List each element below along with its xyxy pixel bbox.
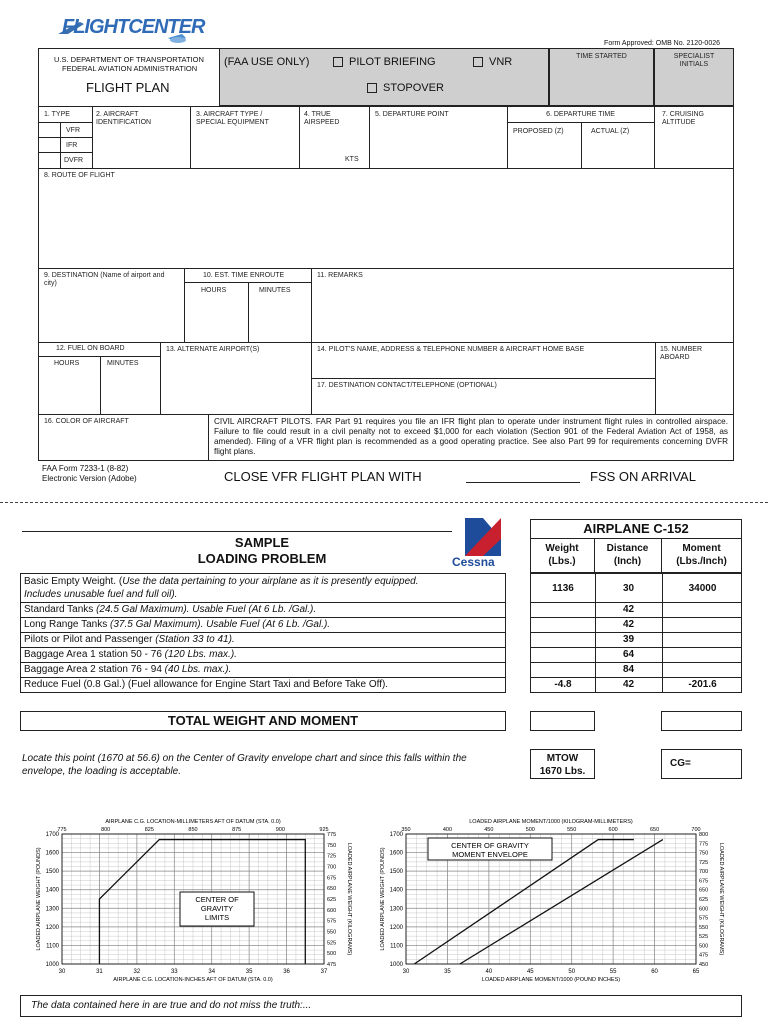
top-tick-label: 350 <box>401 827 411 833</box>
departure-point-input[interactable] <box>370 122 506 167</box>
right-tick-label: 600 <box>699 906 709 913</box>
loading-values-row: 64 <box>530 648 742 663</box>
y-tick-label: 1200 <box>389 924 403 931</box>
vnr-option[interactable]: VNR <box>473 56 512 68</box>
top-tick-label: 925 <box>319 827 329 833</box>
electronic-version: Electronic Version (Adobe) <box>42 474 137 483</box>
pilot-briefing-checkbox[interactable] <box>333 57 343 67</box>
top-tick-label: 700 <box>691 827 701 833</box>
field-departure-point-label: 5. DEPARTURE POINT <box>375 111 449 118</box>
field-color-label: 16. COLOR OF AIRCRAFT <box>44 418 129 425</box>
annotation-text: CENTER OF GRAVITY <box>451 841 529 850</box>
top-tick-label: 800 <box>101 827 111 833</box>
top-tick-label: 775 <box>57 827 67 833</box>
right-tick-label: 500 <box>699 943 709 950</box>
right-tick-label: 800 <box>699 832 709 838</box>
right-tick-label: 750 <box>327 842 337 849</box>
field-type-label: 1. TYPE <box>44 111 70 118</box>
top-tick-label: 550 <box>567 827 577 833</box>
basic-moment: 34000 <box>688 583 717 594</box>
pilot-briefing-option[interactable]: PILOT BRIEFING <box>333 56 436 68</box>
field-remarks-label: 11. REMARKS <box>317 272 363 279</box>
top-tick-label: 600 <box>608 827 618 833</box>
right-tick-label: 450 <box>699 962 709 968</box>
proposed-label: PROPOSED (Z) <box>513 128 564 135</box>
right-tick-label: 725 <box>699 859 709 866</box>
right-tick-label: 675 <box>327 875 337 882</box>
x-tick-label: 65 <box>692 969 700 975</box>
loading-values-row: 42 <box>530 618 742 633</box>
y-axis-label: LOADED AIRPLANE WEIGHT (POUNDS) <box>380 847 386 951</box>
loading-values-row: 84 <box>530 663 742 678</box>
loading-title-line2: LOADING PROBLEM <box>197 551 327 566</box>
right-tick-label: 650 <box>699 887 709 894</box>
col-distance: Distance <box>606 543 649 554</box>
right-tick-label: 675 <box>699 878 709 885</box>
dept-line1: U.S. DEPARTMENT OF TRANSPORTATION <box>54 55 204 64</box>
loading-row: Reduce Fuel (0.8 Gal.) (Fuel allowance for Engine Start Taxi and Before Take Off). <box>20 678 506 693</box>
loading-row: Baggage Area 2 station 76 - 94 (40 Lbs. max.). <box>20 663 506 678</box>
field-pilot-name-label: 14. PILOT'S NAME, ADDRESS & TELEPHONE NUMBER & AIRCRAFT HOME BASE <box>317 346 585 353</box>
x-tick-label: 34 <box>208 969 216 975</box>
specialist-initials-label: SPECIALIST INITIALS <box>673 53 715 68</box>
x-tick-label: 37 <box>320 969 328 975</box>
right-tick-label: 775 <box>327 832 337 838</box>
omb-number: Form Approved: OMB No. 2120-0026 <box>604 40 720 47</box>
field-aircraft-id-label: 2. AIRCRAFT IDENTIFICATION <box>96 111 152 126</box>
loading-title-line1: SAMPLE <box>234 535 290 550</box>
x-tick-label: 32 <box>133 969 141 975</box>
field-cruising-altitude-label: 7. CRUISING ALTITUDE <box>662 111 705 126</box>
field-destination-label: 9. DESTINATION (Name of airport and city) <box>44 272 165 287</box>
cg-limits-chart <box>30 796 360 992</box>
civil-notice: CIVIL AIRCRAFT PILOTS. FAR Part 91 requires you file an IFR flight plan to operate under instrument flight rules in controlled airspace. Failure to file could result in a civil penalty not to exceed $1,000 for each violation (Section 901 of the Federal Aviation Act of 1958, as amended). Filing of a VFR flight plan is recommended as a good operating practice. See also Part 99 for requirements concerning DVFR flight plans. <box>214 417 728 456</box>
stopover-checkbox[interactable] <box>367 83 377 93</box>
y-tick-label: 1300 <box>389 906 403 913</box>
y-tick-label: 1500 <box>45 869 59 876</box>
field-destination-contact-label: 17. DESTINATION CONTACT/TELEPHONE (OPTIONAL) <box>317 382 497 389</box>
right-tick-label: 700 <box>327 864 337 871</box>
right-tick-label: 700 <box>699 869 709 876</box>
x-tick-label: 31 <box>96 969 103 975</box>
x-tick-label: 55 <box>609 969 617 975</box>
annotation-text: MOMENT ENVELOPE <box>452 850 528 859</box>
basic-distance: 30 <box>622 583 635 594</box>
time-started-label: TIME STARTED <box>576 53 627 60</box>
loading-values-row: 42 <box>530 603 742 618</box>
aircraft-id-input[interactable] <box>93 130 189 167</box>
vnr-checkbox[interactable] <box>473 57 483 67</box>
ete-hours-label: HOURS <box>201 287 227 294</box>
right-tick-label: 575 <box>699 915 709 922</box>
x-tick-label: 50 <box>568 969 576 975</box>
x-tick-label: 35 <box>444 969 451 975</box>
page-title: FLIGHT PLAN <box>86 80 170 95</box>
top-tick-label: 875 <box>232 827 242 833</box>
close-vfr-text: CLOSE VFR FLIGHT PLAN WITH <box>224 469 422 484</box>
flightcenter-logo <box>50 12 205 46</box>
cessna-logo-icon <box>455 515 510 560</box>
x-tick-label: 36 <box>283 969 290 975</box>
x-tick-label: 60 <box>651 969 658 975</box>
annotation-text: GRAVITY <box>200 904 234 913</box>
type-ifr[interactable]: IFR <box>66 142 78 149</box>
right-tick-label: 750 <box>699 850 709 857</box>
kts-label: KTS <box>345 156 359 163</box>
cg-moment-chart-svg <box>372 796 732 992</box>
field-departure-time-label: 6. DEPARTURE TIME <box>546 111 615 118</box>
right-tick-label: 475 <box>699 952 709 959</box>
y-tick-label: 1600 <box>45 850 59 857</box>
loading-row: Pilots or Pilot and Passenger (Station 33 to 41). <box>20 633 506 648</box>
y-tick-label: 1600 <box>389 850 403 857</box>
top-tick-label: 400 <box>442 827 453 833</box>
footer-note: The data contained here in are true and do not miss the truth:... <box>31 1000 312 1011</box>
right-tick-label: 525 <box>699 934 709 941</box>
loading-row: Standard Tanks (24.5 Gal Maximum). Usable Fuel (At 6 Lb. /Gal.). <box>20 603 506 618</box>
top-tick-label: 500 <box>525 827 535 833</box>
right-tick-label: 500 <box>327 951 337 958</box>
y-tick-label: 1300 <box>45 906 59 913</box>
ete-minutes-label: MINUTES <box>259 287 291 294</box>
basic-weight: 1136 <box>552 583 574 594</box>
y-axis-label-right: LOADED AIRPLANE WEIGHT (KILOGRAMS) <box>346 842 352 956</box>
total-moment-input[interactable] <box>661 711 742 731</box>
locate-instructions: Locate this point (1670 at 56.6) on the Center of Gravity envelope chart and since this falls within the envelope, the loading is acceptable. <box>22 753 467 777</box>
loading-row: Long Range Tanks (37.5 Gal Maximum). Usable Fuel (At 6 Lb. /Gal.). <box>20 618 506 633</box>
route-of-flight-input[interactable] <box>40 182 732 267</box>
loading-row: Baggage Area 1 station 50 - 76 (120 Lbs. max.). <box>20 648 506 663</box>
right-tick-label: 650 <box>327 886 337 893</box>
chart-title: LOADED AIRPLANE MOMENT/1000 (KILOGRAM-MILLIMETERS) <box>469 819 633 825</box>
x-tick-label: 40 <box>485 969 493 975</box>
field-alternate-label: 13. ALTERNATE AIRPORT(S) <box>166 346 260 353</box>
field-route-label: 8. ROUTE OF FLIGHT <box>44 172 115 179</box>
loading-values-basic-empty <box>530 573 742 603</box>
x-axis-label: AIRPLANE C.G. LOCATION-INCHES AFT OF DATUM (STA. 0.0) <box>113 977 273 983</box>
loading-values-row: -4.8 42 -201.6 <box>530 678 742 693</box>
right-tick-label: 525 <box>327 940 337 947</box>
actual-label: ACTUAL (Z) <box>591 128 630 135</box>
type-dvfr[interactable]: DVFR <box>64 157 84 164</box>
x-tick-label: 33 <box>170 969 178 975</box>
top-tick-label: 900 <box>275 827 285 833</box>
faa-use-only: (FAA USE ONLY) <box>224 56 310 68</box>
field-fuel-label: 12. FUEL ON BOARD <box>56 345 125 352</box>
y-tick-label: 1100 <box>390 943 403 950</box>
total-weight-input[interactable] <box>530 711 595 731</box>
right-tick-label: 550 <box>327 929 337 936</box>
cessna-logo <box>452 515 510 570</box>
right-tick-label: 575 <box>327 918 337 925</box>
mtow-box: MTOW 1670 Lbs. <box>530 749 595 779</box>
y-tick-label: 1400 <box>45 887 59 894</box>
y-tick-label: 1500 <box>389 869 403 876</box>
footer-note-box <box>20 995 742 1017</box>
field-ete-label: 10. EST. TIME ENROUTE <box>203 272 285 279</box>
fuel-hours-label: HOURS <box>54 360 80 367</box>
x-tick-label: 30 <box>402 969 410 975</box>
total-weight-moment: TOTAL WEIGHT AND MOMENT <box>20 711 506 731</box>
right-tick-label: 625 <box>327 897 337 903</box>
cg-moment-envelope-chart <box>372 796 732 992</box>
right-tick-label: 775 <box>699 841 709 848</box>
remarks-input[interactable] <box>312 282 732 340</box>
x-tick-label: 35 <box>245 969 253 975</box>
cg-box[interactable]: CG= <box>661 749 742 779</box>
stopover-option[interactable]: STOPOVER <box>367 82 444 94</box>
fuel-minutes-label: MINUTES <box>107 360 139 367</box>
x-tick-label: 45 <box>526 969 534 975</box>
dept-line2: FEDERAL AVIATION ADMINISTRATION <box>62 64 198 73</box>
x-axis-label: LOADED AIRPLANE MOMENT/1000 (POUND INCHES) <box>481 977 621 983</box>
col-moment: Moment <box>682 543 721 554</box>
annotation-text: LIMITS <box>204 913 230 922</box>
chart-title: AIRPLANE C.G. LOCATION-MILLIMETERS AFT OF DATUM (STA. 0.0) <box>105 819 281 825</box>
top-tick-label: 850 <box>188 827 198 833</box>
y-tick-label: 1000 <box>45 962 59 968</box>
y-tick-label: 1700 <box>389 832 403 838</box>
cessna-wordmark: Cessna <box>452 555 495 569</box>
loading-values-row: 39 <box>530 633 742 648</box>
right-tick-label: 475 <box>327 962 337 968</box>
form-number: FAA Form 7233-1 (8-82) <box>42 464 129 473</box>
field-number-aboard-label: 15. NUMBER ABOARD <box>660 346 703 361</box>
right-tick-label: 625 <box>699 897 709 903</box>
logo-text: FLIGHTCENTER <box>62 16 205 38</box>
y-tick-label: 1700 <box>45 832 59 838</box>
fss-on-arrival: FSS ON ARRIVAL <box>590 469 696 484</box>
col-weight-unit: (Lbs.) <box>548 556 576 567</box>
airplane-header: AIRPLANE C-152 <box>530 519 742 539</box>
col-moment-unit: (Lbs./Inch) <box>676 556 727 567</box>
y-tick-label: 1100 <box>46 943 59 950</box>
top-tick-label: 825 <box>144 827 154 833</box>
cg-limits-chart-svg <box>30 796 360 992</box>
y-tick-label: 1200 <box>45 924 59 931</box>
y-axis-label-right: LOADED AIRPLANE WEIGHT (KILOGRAMS) <box>718 842 724 956</box>
y-tick-label: 1400 <box>389 887 403 894</box>
loading-row-basic-empty: Basic Empty Weight. (Use the data pertaining to your airplane as it is presently equipped. Includes unusable fuel and full oil). <box>20 573 506 603</box>
field-aircraft-type-label: 3. AIRCRAFT TYPE / SPECIAL EQUIPMENT <box>196 111 269 126</box>
right-tick-label: 600 <box>327 907 337 914</box>
col-weight: Weight <box>545 543 579 554</box>
field-true-airspeed-label: 4. TRUE AIRSPEED <box>304 111 340 126</box>
cut-line <box>0 502 768 503</box>
right-tick-label: 725 <box>327 853 337 860</box>
type-vfr[interactable]: VFR <box>66 127 80 134</box>
x-tick-label: 30 <box>58 969 66 975</box>
y-axis-label: LOADED AIRPLANE WEIGHT (POUNDS) <box>36 847 42 951</box>
right-tick-label: 550 <box>699 924 709 931</box>
y-tick-label: 1000 <box>389 962 403 968</box>
annotation-text: CENTER OF <box>195 895 239 904</box>
col-distance-unit: (Inch) <box>613 556 642 567</box>
top-tick-label: 450 <box>484 827 494 833</box>
fss-blank-line[interactable] <box>466 482 580 483</box>
top-tick-label: 650 <box>649 827 660 833</box>
